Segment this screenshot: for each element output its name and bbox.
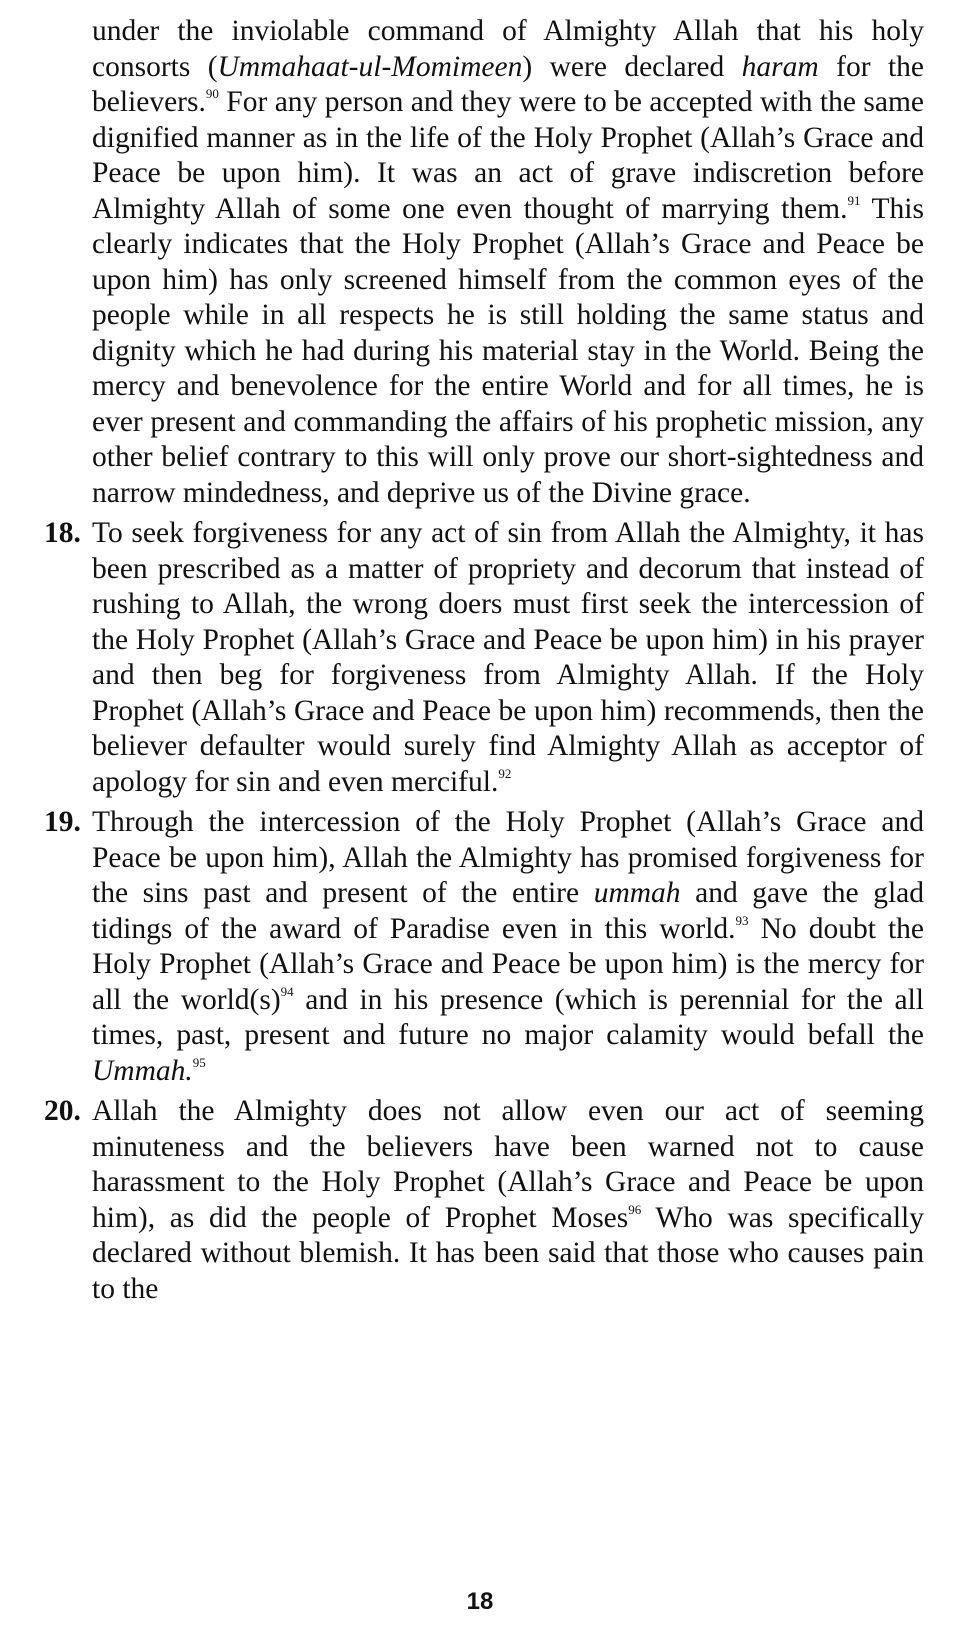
item-number: 19.	[44, 806, 81, 838]
footnote-ref: 91	[847, 192, 861, 208]
item-text	[92, 805, 924, 1089]
item-text	[92, 1094, 924, 1307]
item-text	[92, 516, 924, 800]
text-run: To seek forgiveness for any act of sin from Allah the Almighty, it has been prescribed as a matter of propriety and decorum that instead of rushing to Allah, the wrong doers must first seek the intercession of the Holy Prophet (Allah’s Grace and Peace be upon him) in his prayer and then beg for forgiveness from Almighty Allah. If the Holy Prophet (Allah’s Grace and Peace be upon him) recommends, then the believer defaulter would surely find Almighty Allah as acceptor of apology for sin and even merciful.	[92, 517, 924, 798]
text-run: and in his presence (which is perennial for the all times, past, present and future no major calamity would befall the	[92, 983, 925, 1051]
text-run: for the believers.	[92, 50, 924, 118]
footnote-ref: 96	[628, 1201, 642, 1217]
item-number: 18.	[44, 517, 81, 549]
footnote-ref: 94	[280, 983, 294, 999]
body-text	[44, 14, 924, 1312]
text-run: This clearly indicates that the Holy Prophet (Allah’s Grace and Peace be upon him) has only screened himself from the common eyes of the people while in all respects he is still holding the same status and dignity which he had during his material stay in the World. Being the mercy and benevolence for the entire World and for all times, he is ever present and commanding the affairs of his prophetic mission, any other belief contrary to this will only prove our short-sightedness and narrow mindedness, and deprive us of the Divine grace.	[92, 192, 924, 509]
text-run: No doubt the Holy Prophet (Allah’s Grace and Peace be upon him) is the mercy for all the world(s)	[92, 912, 924, 1016]
italic-term: Ummahaat-ul-Momimeen	[217, 50, 523, 83]
numbered-item-20	[44, 1094, 924, 1307]
footnote-ref: 93	[735, 912, 749, 928]
text-run: Through the intercession of the Holy Prophet (Allah’s Grace and Peace be upon him), Allah the Almighty has promised forgiveness for the sins past and present of the entire	[92, 806, 924, 909]
intro-paragraph	[44, 14, 924, 511]
text-run: Who was specifically declared without blemish. It has been said that those who causes pain to the	[92, 1201, 924, 1305]
numbered-item-19	[44, 805, 924, 1089]
text-run: Allah the Almighty does not allow even our act of seeming minuteness and the believers have been warned not to cause harassment to the Holy Prophet (Allah’s Grace and Peace be upon him), as did the people of Prophet Moses	[92, 1095, 924, 1234]
italic-term: haram	[741, 50, 819, 83]
item-number: 20.	[44, 1095, 81, 1127]
footnote-ref: 90	[205, 86, 219, 101]
italic-term: ummah	[593, 877, 681, 909]
footnote-ref: 92	[498, 765, 512, 781]
italic-term: Ummah.	[92, 1054, 193, 1087]
text-run: ) were declared	[522, 50, 742, 83]
text-run: under the inviolable command of Almighty Allah that his holy consorts (	[92, 15, 924, 83]
text-run: and gave the glad tidings of the award of Paradise even in this world.	[92, 877, 924, 945]
numbered-item-18	[44, 516, 924, 800]
page-number: 18	[466, 1588, 494, 1615]
text-run: For any person and they were to be accepted with the same dignified manner as in the life of the Holy Prophet (Allah’s Grace and Peace be upon him). It was an act of grave indiscretion before Almighty Allah of some one even thought of marrying them.	[92, 86, 924, 225]
footnote-ref: 95	[192, 1054, 206, 1070]
